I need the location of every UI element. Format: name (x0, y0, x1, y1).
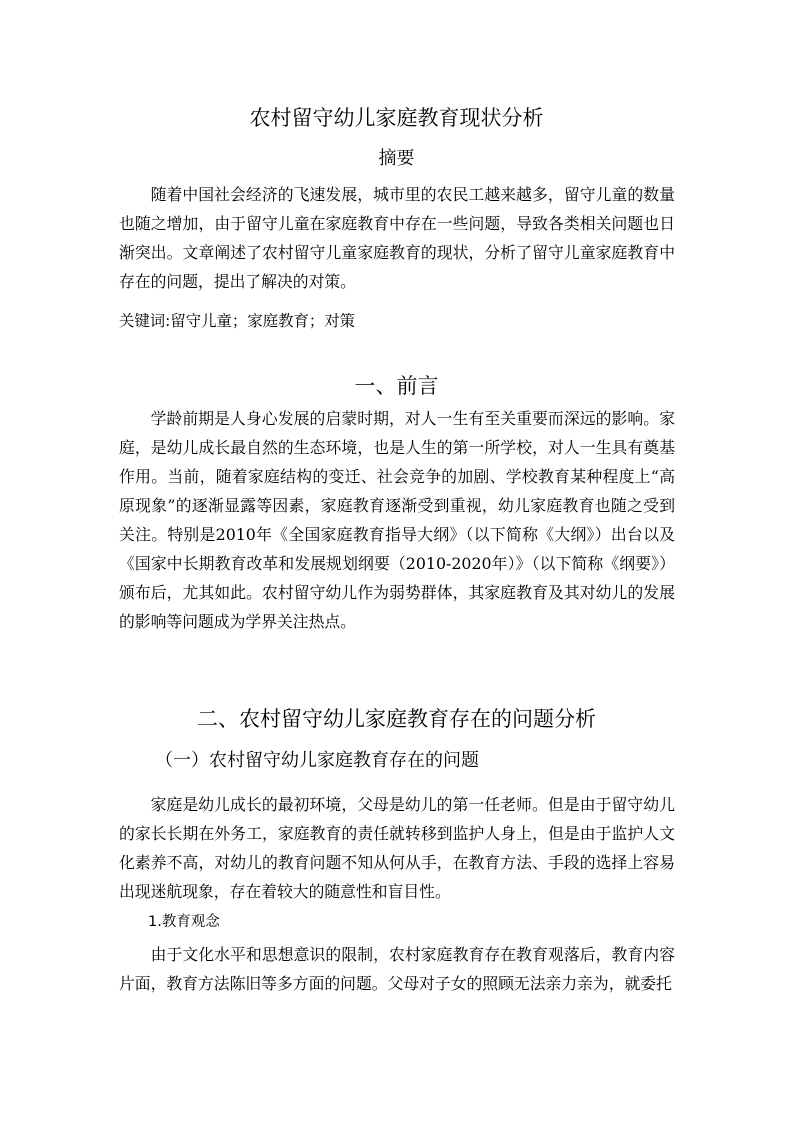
document-title: 农村留守幼儿家庭教育现状分析 (249, 106, 544, 130)
section-heading-problem-analysis: 二、农村留守幼儿家庭教育存在的问题分析 (197, 707, 596, 731)
section-heading-introduction: 一、前言 (354, 374, 439, 398)
education-concept-paragraph: 由于文化水平和思想意识的限制，农村家庭教育存在教育观落后，教育内容片面，教育方法陈旧等多方面的问题。父母对子女的照顾无法亲力亲为，就委托 (119, 945, 675, 993)
subsection-heading-problems: （一）农村留守幼儿家庭教育存在的问题 (155, 750, 479, 771)
abstract-heading: 摘要 (378, 148, 415, 169)
keywords-text: 留守儿童；家庭教育；对策 (170, 312, 356, 330)
problems-paragraph: 家庭是幼儿成长的最初环境，父母是幼儿的第一任老师。但是由于留守幼儿的家长长期在外务工，家庭教育的责任就转移到监护人身上，但是由于监护人文化素养不高，对幼儿的教育问题不知从何从手，在教育方法、手段的选择上容易出现迷航现象，存在着较大的随意性和盲目性。 (119, 795, 675, 901)
keywords-label: 关键词: (119, 312, 171, 330)
abstract-paragraph: 随着中国社会经济的飞速发展，城市里的农民工越来越多，留守儿童的数量也随之增加，由于留守儿童在家庭教育中存在一些问题，导致各类相关问题也日渐突出。文章阐述了农村留守儿童家庭教育的现状，分析了留守儿童家庭教育中存在的问题，提出了解决的对策。 (119, 185, 675, 291)
keywords-line (119, 308, 675, 334)
introduction-paragraph: 学龄前期是人身心发展的启蒙时期，对人一生有至关重要而深远的影响。家庭，是幼儿成长最自然的生态环境，也是人生的第一所学校，对人一生具有奠基作用。当前，随着家庭结构的变迁、社会竞争的加剧、学校教育某种程度上“高原现象”的逐渐显露等因素，家庭教育逐渐受到重视，幼儿家庭教育也随之受到关注。特别是2010年《全国家庭教育指导大纲》（以下简称《大纲》）出台以及《国家中长期教育改革和发展规划纲要（2010-2020年）》（以下简称《纲要》）颁布后，尤其如此。农村留守幼儿作为弱势群体，其家庭教育及其对幼儿的发展的影响等问题成为学界关注热点。 (119, 409, 675, 631)
item-heading-education-concept: 1.教育观念 (148, 914, 220, 930)
